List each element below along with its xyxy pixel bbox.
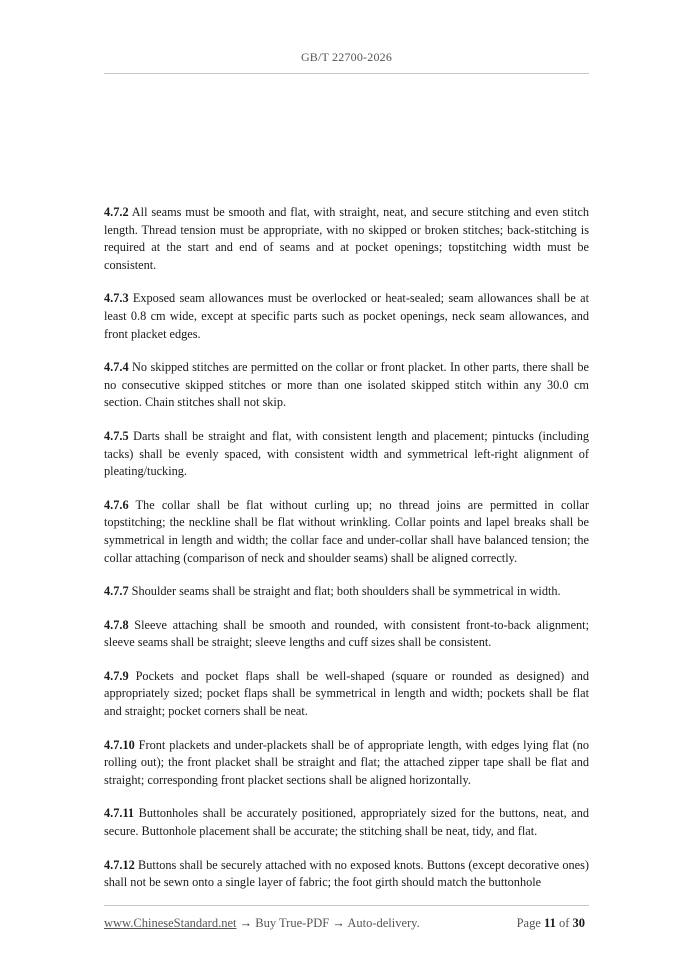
page-label: Page bbox=[516, 916, 541, 930]
site-link[interactable]: www.ChineseStandard.net bbox=[104, 916, 237, 930]
clause-text: Darts shall be straight and flat, with consistent length and placement; pintucks (including tacks) shall be evenly spaced, with consistent width and symmetrical left-right alignment of pleating/tucking. bbox=[104, 428, 590, 479]
clause-text: Pockets and pocket flaps shall be well-shaped (square or rounded as designed) and appropriately sized; pocket flaps shall be symmetrical in length and width; pockets shall be flat and straight; pocket corners shall be neat. bbox=[104, 668, 589, 719]
document-standard-code: GB/T 22700-2026 bbox=[300, 50, 393, 64]
clause-text: No skipped stitches are permitted on the collar or front placket. In other parts, there shall be no consecutive skipped stitches or more than one isolated skipped stitch within any 30.0 cm section. Chain stitches shall not skip. bbox=[104, 360, 589, 410]
arrow-right-icon: → bbox=[239, 916, 253, 930]
header-divider bbox=[104, 73, 589, 74]
clause-number: 4.7.4 bbox=[104, 360, 129, 375]
clause-4-7-4 bbox=[104, 359, 589, 412]
clause-text: Sleeve attaching shall be smooth and rounded, with consistent front-to-back alignment; sleeve seams shall be straight; sleeve lengths and cuff sizes shall be consistent. bbox=[104, 617, 590, 650]
clause-number: 4.7.10 bbox=[104, 737, 135, 752]
clause-number: 4.7.3 bbox=[104, 291, 129, 306]
footer-divider bbox=[104, 905, 589, 906]
clause-4-7-5 bbox=[104, 428, 589, 481]
page-current: 11 bbox=[544, 916, 556, 930]
clause-4-7-7 bbox=[104, 583, 589, 601]
clause-4-7-12 bbox=[104, 857, 589, 892]
clause-text: All seams must be smooth and flat, with straight, neat, and secure stitching and even stitch length. Thread tension must be appropriate, with no skipped or broken stitches; back-stitching is required at the start and end of seams and at pocket openings; topstitching width must be consistent. bbox=[104, 205, 590, 272]
clause-text: Shoulder seams shall be straight and flat; both shoulders shall be symmetrical in width. bbox=[131, 584, 561, 599]
clause-number: 4.7.9 bbox=[104, 668, 129, 683]
buy-pdf-text: Buy True-PDF bbox=[255, 916, 330, 930]
clause-text: Exposed seam allowances must be overlocked or heat-sealed; seam allowances shall be at least 0.8 cm wide, except at specific parts such as pocket openings, neck seam allowances, and front placket edges. bbox=[104, 291, 589, 341]
clause-4-7-11 bbox=[104, 805, 589, 840]
clause-text: Buttons shall be securely attached with no exposed knots. Buttons (except decorative ones) shall not be sewn onto a single layer of fabric; the foot girth should match the buttonhole bbox=[104, 857, 589, 890]
arrow-right-icon: → bbox=[332, 916, 345, 930]
clause-text: The collar shall be flat without curling up; no thread joins are permitted in collar topstitching; the neckline shall be flat without wrinkling. Collar points and lapel breaks shall be symmetrical in length and width; the collar face and under-collar shall have balanced tension; the collar attaching (comparison of neck and shoulder seams) shall be aligned correctly. bbox=[104, 497, 589, 565]
clause-4-7-3 bbox=[104, 290, 589, 343]
clause-number: 4.7.12 bbox=[104, 857, 135, 872]
clause-4-7-9 bbox=[104, 668, 589, 721]
clause-4-7-8 bbox=[104, 617, 589, 652]
clause-number: 4.7.11 bbox=[104, 806, 135, 821]
document-body bbox=[104, 204, 589, 908]
page-indicator bbox=[517, 916, 585, 931]
clause-number: 4.7.5 bbox=[104, 428, 129, 443]
clause-number: 4.7.2 bbox=[104, 205, 129, 219]
page-of-label: of bbox=[558, 916, 570, 930]
page-total: 30 bbox=[572, 916, 585, 930]
clause-number: 4.7.6 bbox=[104, 497, 129, 512]
clause-number: 4.7.7 bbox=[104, 584, 129, 599]
clause-4-7-10 bbox=[104, 737, 589, 790]
clause-text: Front plackets and under-plackets shall be of appropriate length, with edges lying flat (no rolling out); the front placket shall be straight and flat; the attached zipper tape shall be flat and straight; corresponding front placket sections shall be aligned horizontally. bbox=[104, 737, 589, 787]
clause-4-7-6 bbox=[104, 497, 589, 567]
footer-promo bbox=[104, 916, 420, 931]
clause-4-7-2 bbox=[104, 204, 589, 274]
delivery-text: Auto-delivery. bbox=[347, 916, 420, 930]
clause-text: Buttonholes shall be accurately positioned, appropriately sized for the buttons, neat, and secure. Buttonhole placement shall be accurate; the stitching shall be neat, tidy, and flat. bbox=[104, 806, 590, 839]
clause-number: 4.7.8 bbox=[104, 617, 129, 632]
